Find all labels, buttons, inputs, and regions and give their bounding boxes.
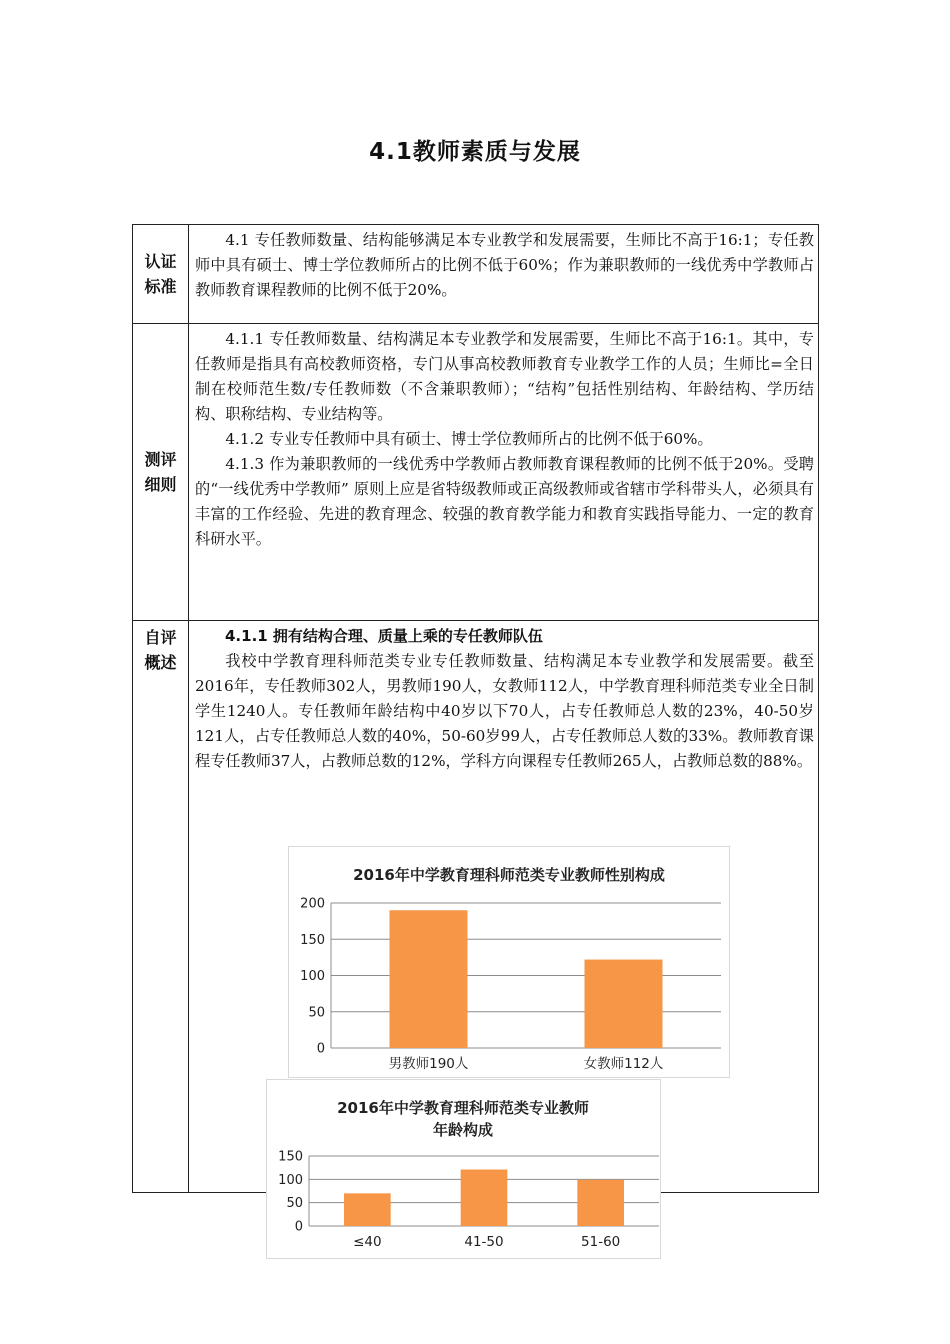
age-chart-svg bbox=[267, 1080, 660, 1258]
paragraph: 4.1.1 专任教师数量、结构满足本专业教学和发展需要，生师比不高于16:1。其中，专任教师是指具有高校教师资格，专门从事高校教师教育专业教学工作的人员；生师比=全日制在校师范生数/专任教师数（不含兼职教师）；“结构”包括性别结构、年龄结构、学历结构、职称结构、专业结构等。 bbox=[195, 330, 814, 423]
bar bbox=[344, 1193, 391, 1226]
x-category-label: 男教师190人 bbox=[388, 1056, 469, 1072]
table-row bbox=[133, 324, 819, 621]
page-title: 4.1教师素质与发展 bbox=[369, 139, 581, 165]
row-content bbox=[189, 225, 819, 324]
row-label bbox=[133, 621, 189, 1193]
y-tick-label: 0 bbox=[316, 1041, 325, 1057]
chart-title-line-1: 2016年中学教育理科师范类专业教师 bbox=[337, 1099, 589, 1117]
row-label bbox=[133, 324, 189, 621]
x-category-label: 51-60 bbox=[581, 1234, 621, 1250]
chart-title: 2016年中学教育理科师范类专业教师性别构成 bbox=[353, 866, 665, 884]
row-label bbox=[133, 225, 189, 324]
bar bbox=[461, 1170, 508, 1226]
bar bbox=[577, 1180, 624, 1226]
row-label-text: 测评细则 bbox=[144, 450, 177, 494]
age-bar-chart bbox=[266, 1079, 661, 1259]
row-label-text: 自评概述 bbox=[144, 628, 177, 672]
x-category-label: 41-50 bbox=[464, 1234, 504, 1250]
y-tick-label: 150 bbox=[300, 932, 325, 948]
y-tick-label: 0 bbox=[294, 1219, 303, 1235]
y-tick-label: 100 bbox=[300, 969, 325, 984]
paragraph: 4.1.3 作为兼职教师的一线优秀中学教师占教师教育课程教师的比例不低于20%。受聘的“一线优秀中学教师” 原则上应是省特级教师或正高级教师或省辖市学科带头人，必须具有丰富的工作经验、先进的教育理念、较强的教育教学能力和教育实践指导能力、一定的教育科研水平。 bbox=[195, 455, 814, 548]
paragraph: 4.1 专任教师数量、结构能够满足本专业教学和发展需要，生师比不高于16:1；专任教师中具有硕士、博士学位教师所占的比例不低于60%；作为兼职教师的一线优秀中学教师占教师教育课程教师的比例不低于20%。 bbox=[195, 231, 814, 299]
y-tick-label: 50 bbox=[286, 1196, 303, 1212]
bar bbox=[390, 910, 468, 1048]
x-category-label: 女教师112人 bbox=[583, 1056, 664, 1072]
gender-bar-chart bbox=[288, 846, 730, 1078]
y-tick-label: 50 bbox=[308, 1005, 325, 1021]
chart-title-line-2: 年龄构成 bbox=[432, 1121, 494, 1139]
section-heading: 4.1.1 拥有结构合理、质量上乘的专任教师队伍 bbox=[225, 627, 543, 645]
gender-chart-svg bbox=[289, 847, 729, 1077]
row-label-text: 认证标准 bbox=[144, 252, 177, 296]
x-category-label: ≤40 bbox=[353, 1234, 382, 1250]
y-tick-label: 200 bbox=[300, 896, 325, 912]
bar bbox=[585, 960, 663, 1048]
table-row bbox=[133, 225, 819, 324]
row-content bbox=[189, 324, 819, 621]
paragraph: 我校中学教育理科师范类专业专任教师数量、结构满足本专业教学和发展需要。截至2016年，专任教师302人，男教师190人，女教师112人，中学教育理科师范类专业全日制学生1240人。专任教师年龄结构中40岁以下70人，占专任教师总人数的23%，40-50岁121人，占专任教师总人数的40%，50-60岁99人，占专任教师总人数的33%。教师教育课程专任教师37人，占教师总数的12%，学科方向课程专任教师265人，占教师总数的88%。 bbox=[195, 652, 814, 770]
y-tick-label: 150 bbox=[278, 1149, 303, 1165]
paragraph: 4.1.2 专业专任教师中具有硕士、博士学位教师所占的比例不低于60%。 bbox=[225, 430, 713, 448]
y-tick-label: 100 bbox=[278, 1172, 303, 1188]
